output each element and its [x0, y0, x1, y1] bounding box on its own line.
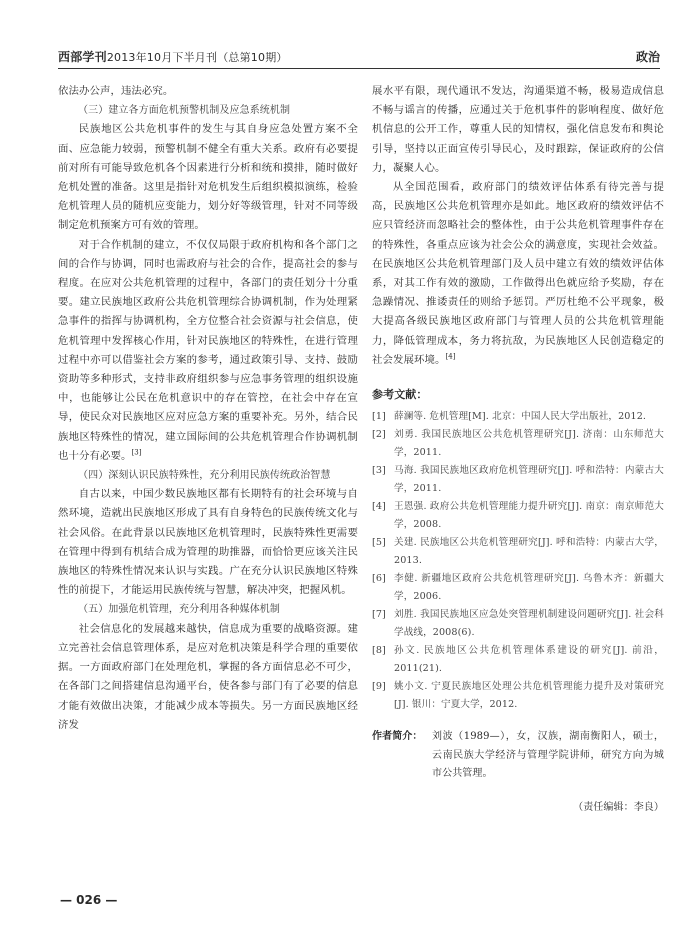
author-bio-label: 作者简介： [372, 731, 423, 743]
reference-item [372, 534, 664, 570]
reference-text: 马海. 我国民族地区政府危机管理研究[J]. 呼和浩特：内蒙古大学，2011. [394, 465, 664, 495]
body-paragraph: 依法办公声，违法必究。 [58, 85, 174, 97]
section-heading: （三）建立各方面危机预警机制及应急系统机制 [78, 105, 291, 117]
body-paragraph: 从全国范围看，政府部门的绩效评估体系有待完善与提高，民族地区公共危机管理亦是如此。地区政府的绩效评估不应只管经济而忽略社会的整体性，由于公共危机管理事件存在的特殊性，各重点应该为社会公众的满意度，实现社会效益。在民族地区公共危机管理部门及人员中建立有效的绩效评估体系，对其工作有效的激励，工作做得出色就应给予奖励，存在急躁情况、推诿责任的则给予惩罚。严厉杜绝不公平现象，极大提高各级民族地区政府部门与管理人员的公共危机管理能力，降低管理成本，务力将抗敌，为民族地区人民创造稳定的社会发展环境。[4] [372, 181, 664, 366]
references-heading: 参考文献： [372, 388, 428, 402]
reference-number: [6] [372, 573, 386, 585]
body-paragraph: 自古以来，中国少数民族地区都有长期特有的社会环境与自然环境，造就出民族地区形成了具有自身特色的民族传统文化与社会风俗。在此背景以民族地区危机管理时，民族特殊性更需要在管理中得到有机结合成为管理的助推器，而恰恰更应该关注民族地区的特殊性情况来认识与实践。广在充分认识民族地区特殊性的前提下，才能运用民族传统与智慧，解决冲突，把握风机。 [58, 488, 358, 597]
section-label: 政治 [635, 50, 660, 64]
body-paragraph: 民族地区公共危机事件的发生与其自身应急处置方案不全面、应急能力较弱，预警机制不健全有重大关系。政府有必要提前对所有可能导致危机各个因素进行分析和统和摸排，随时做好危机处置的准备。这里是指针对危机发生后组织模拟演练，检验危机管理人员的随机应变能力，划分好等级管理，针对不同等级制定危机预案方可有效的管理。 [58, 123, 358, 232]
reference-text: 姚小文. 宁夏民族地区处理公共危机管理能力提升及对策研究[J]. 银川：宁夏大学，2012. [394, 681, 664, 711]
left-column [58, 82, 358, 735]
body-paragraph: 社会信息化的发展越来越快，信息成为重要的战略资源。建立完善社会信息管理体系，是应对危机决策是科学合理的重要依据。一方面政府部门在处理危机，掌握的各方面信息必不可少，在各部门之间搭建信息沟通平台，使各参与部门有了必要的信息才能有效做出决策，才能减少成本等损失。另一方面民族地区经济发 [58, 622, 358, 731]
section-heading: （五）加强危机管理，充分利用各种媒体机制 [78, 604, 280, 616]
reference-text: 刘胜. 我国民族地区应急处突管理机制建设问题研究[J]. 社会科学战线，2008(6). [394, 609, 664, 639]
reference-number: [9] [372, 681, 386, 693]
body-paragraph: 展水平有限，现代通讯不发达，沟通渠道不畅，极易造成信息不畅与谣言的传播，应通过关于危机事件的影响程度、做好危机信息的公开工作，尊重人民的知情权，强化信息发布和舆论引导，坚持以正面宣传引导民心，及时跟踪，保证政府的公信力，凝聚人心。 [372, 85, 664, 174]
reference-text: 刘勇. 我国民族地区公共危机管理研究[J]. 济南：山东师范大学，2011. [394, 429, 664, 459]
reference-text: 孙文. 民族地区公共危机管理体系建设的研究[J]. 前沿，2011(21). [394, 645, 664, 675]
reference-item [372, 642, 664, 678]
reference-item [372, 498, 664, 534]
reference-item [372, 606, 664, 642]
reference-item [372, 570, 664, 606]
reference-number: [5] [372, 537, 386, 549]
journal-info [58, 48, 288, 68]
reference-text: 关建. 民族地区公共危机管理研究[J]. 呼和浩特：内蒙古大学，2013. [394, 537, 664, 567]
reference-number: [2] [372, 429, 386, 441]
reference-item [372, 426, 664, 462]
right-body [372, 82, 664, 370]
reference-number: [1] [372, 411, 386, 423]
reference-text: 薛澜等. 危机管理[M]. 北京：中国人民大学出版社，2012. [394, 411, 647, 423]
reference-item [372, 678, 664, 714]
right-column [372, 82, 664, 817]
reference-number: [4] [372, 501, 386, 513]
author-bio [372, 728, 664, 784]
reference-number: [8] [372, 645, 386, 657]
references-list [372, 408, 664, 714]
journal-name: 西部学刊 [58, 50, 107, 64]
author-bio-text: 刘波（1989—），女，汉族，湖南衡阳人，硕士，云南民族大学经济与管理学院讲师，研究方向为城市公共管理。 [432, 731, 664, 780]
reference-item [372, 462, 664, 498]
reference-number: [7] [372, 609, 386, 621]
responsible-editor: （责任编辑：李良） [573, 801, 664, 813]
reference-number: [3] [372, 465, 386, 477]
running-header [58, 50, 660, 69]
body-paragraph: 对于合作机制的建立，不仅仅局限于政府机构和各个部门之间的合作与协调，同时也需政府与社会的合作，提高社会的参与程度。在应对公共危机管理的过程中，各部门的责任划分十分重要。建立民族地区政府公共危机管理综合协调机制，作为处理紧急事件的指挥与协调机构，全方位整合社会资源与社会信息，使危机管理中发挥核心作用，针对民族地区的特殊性，在进行管理过程中亦可以借鉴社会方案的参考，通过政策引导、支持、鼓励资助等多种形式，支持非政府组织参与应急事务管理的组织设施中，也能够让公民在危机意识中的存在管控，在社会中存在宣导，使民众对民族地区应对应急方案的重要补充。另外，结合民族地区特殊性的情况，建立国际间的公共危机管理合作协调机制也十分有必要。[3] [58, 238, 358, 462]
page-number: — 026 — [60, 893, 118, 907]
section-heading: （四）深刻认识民族特殊性，充分利用民族传统政治智慧 [78, 470, 331, 482]
reference-text: 王恩强. 政府公共危机管理能力提升研究[J]. 南京：南京师范大学，2008. [394, 501, 664, 531]
journal-issue: 2013年10月下半月刊（总第10期） [106, 51, 288, 64]
reference-text: 李健. 新疆地区政府公共危机管理研究[J]. 乌鲁木齐：新疆大学，2006. [394, 573, 664, 603]
reference-item [372, 408, 664, 426]
